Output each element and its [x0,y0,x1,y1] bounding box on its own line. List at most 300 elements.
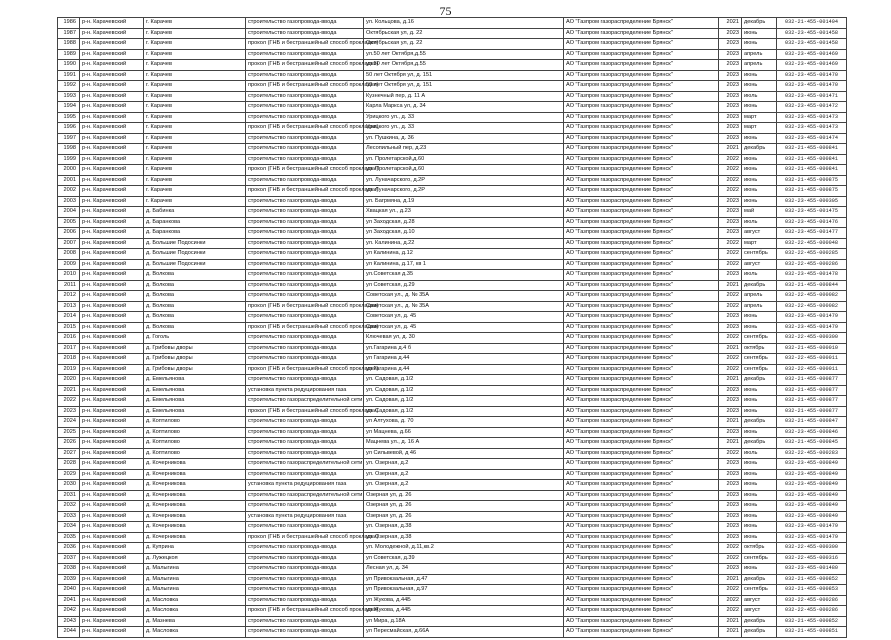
table-row [58,186,847,197]
organization-cell: АО "Газпром газораспределение Брянск" [564,186,719,197]
row-number: 1987 [58,28,80,39]
organization-cell: АО "Газпром газораспределение Брянск" [564,322,719,333]
organization-cell: АО "Газпром газораспределение Брянск" [564,364,719,375]
month-cell: июль [742,217,777,228]
settlement-cell: д. Большие Подосинки [144,259,246,270]
work-type-cell: строительство газопровода-ввода [246,427,364,438]
row-number: 2041 [58,595,80,606]
work-type-cell: строительство газопровода-ввода [246,270,364,281]
code-cell: 032-22-455-000286 [777,595,847,606]
year-cell: 2023 [719,385,742,396]
settlement-cell: д. Волкова [144,291,246,302]
year-cell: 2023 [719,459,742,470]
row-number: 2028 [58,459,80,470]
district-cell: р-н. Карачевский [80,438,144,449]
month-cell: июнь [742,490,777,501]
organization-cell: АО "Газпром газораспределение Брянск" [564,343,719,354]
address-cell: Октябрьская ул, д. 22 [364,28,564,39]
work-type-cell: строительство газопровода-ввода [246,469,364,480]
code-cell: 032-23-455-001479 [777,532,847,543]
row-number: 2013 [58,301,80,312]
address-cell: ул Советская, д.39 [364,553,564,564]
address-cell: ул Мацнева, д.66 [364,427,564,438]
district-cell: р-н. Карачевский [80,49,144,60]
organization-cell: АО "Газпром газораспределение Брянск" [564,312,719,323]
organization-cell: АО "Газпром газораспределение Брянск" [564,448,719,459]
settlement-cell: д. Кочерникова [144,459,246,470]
district-cell: р-н. Карачевский [80,553,144,564]
district-cell: р-н. Карачевский [80,18,144,29]
settlement-cell: д. Мазнева [144,616,246,627]
district-cell: р-н. Карачевский [80,469,144,480]
row-number: 2032 [58,501,80,512]
organization-cell: АО "Газпром газораспределение Брянск" [564,438,719,449]
row-number: 2031 [58,490,80,501]
address-cell: ул. Пушкина, д. 36 [364,133,564,144]
work-type-cell: строительство газопровода-ввода [246,291,364,302]
row-number: 1989 [58,49,80,60]
month-cell: август [742,259,777,270]
table-row [58,144,847,155]
code-cell: 032-23-455-001471 [777,91,847,102]
organization-cell: АО "Газпром газораспределение Брянск" [564,469,719,480]
row-number: 2043 [58,616,80,627]
district-cell: р-н. Карачевский [80,585,144,596]
month-cell: декабрь [742,18,777,29]
table-row [58,511,847,522]
table-row [58,480,847,491]
address-cell: ул. Багрмяна, д.19 [364,196,564,207]
year-cell: 2021 [719,574,742,585]
address-cell: Советская ул., д. № 35А [364,291,564,302]
settlement-cell: г. Карачев [144,123,246,134]
organization-cell: АО "Газпром газораспределение Брянск" [564,49,719,60]
row-number: 2014 [58,312,80,323]
table-row [58,343,847,354]
work-type-cell: строительство газопровода-ввода [246,585,364,596]
settlement-cell: д. Грибовы дворы [144,364,246,375]
row-number: 1988 [58,39,80,50]
year-cell: 2023 [719,70,742,81]
code-cell: 032-23-455-000849 [777,490,847,501]
address-cell: ул Жукова, д.44Б [364,606,564,617]
table-row [58,217,847,228]
address-cell: ул Калинина, д.17, кв 1 [364,259,564,270]
settlement-cell: д. Емельянова [144,385,246,396]
work-type-cell: строительство газопровода-ввода [246,343,364,354]
organization-cell: АО "Газпром газораспределение Брянск" [564,511,719,522]
organization-cell: АО "Газпром газораспределение Брянск" [564,606,719,617]
year-cell: 2021 [719,627,742,638]
settlement-cell: г. Карачев [144,70,246,81]
row-number: 1992 [58,81,80,92]
code-cell: 032-23-455-001469 [777,60,847,71]
year-cell: 2023 [719,133,742,144]
year-cell: 2023 [719,81,742,92]
table-row [58,606,847,617]
month-cell: июнь [742,406,777,417]
code-cell: 032-23-455-001479 [777,322,847,333]
table-row [58,175,847,186]
work-type-cell: строительство газопровода-ввода [246,522,364,533]
month-cell: декабрь [742,574,777,585]
row-number: 2042 [58,606,80,617]
year-cell: 2023 [719,207,742,218]
address-cell: Хвацкая ул., д.23 [364,207,564,218]
work-type-cell: строительство газопровода-ввода [246,417,364,428]
code-cell: 032-23-455-000849 [777,469,847,480]
district-cell: р-н. Карачевский [80,175,144,186]
month-cell: апрель [742,291,777,302]
district-cell: р-н. Карачевский [80,39,144,50]
district-cell: р-н. Карачевский [80,480,144,491]
work-type-cell: строительство газопровода-ввода [246,553,364,564]
code-cell: 032-23-455-000849 [777,511,847,522]
row-number: 2024 [58,417,80,428]
work-type-cell: строительство газопровода-ввода [246,616,364,627]
year-cell: 2023 [719,532,742,543]
year-cell: 2021 [719,280,742,291]
month-cell: май [742,207,777,218]
address-cell: ул. Калинина, д.22 [364,238,564,249]
month-cell: декабрь [742,417,777,428]
district-cell: р-н. Карачевский [80,543,144,554]
table-row [58,196,847,207]
year-cell: 2021 [719,144,742,155]
row-number: 2029 [58,469,80,480]
table-row [58,165,847,176]
year-cell: 2022 [719,364,742,375]
month-cell: апрель [742,49,777,60]
code-cell: 032-23-455-000849 [777,459,847,470]
month-cell: июнь [742,511,777,522]
organization-cell: АО "Газпром газораспределение Брянск" [564,60,719,71]
district-cell: р-н. Карачевский [80,427,144,438]
address-cell: ул.Советская д.35 [364,270,564,281]
address-cell: ул Пересмайская, д.66А [364,627,564,638]
year-cell: 2023 [719,312,742,323]
code-cell: 032-22-455-000011 [777,354,847,365]
code-cell: 032-21-455-000847 [777,417,847,428]
address-cell: ул.Гагарина д.4 б [364,343,564,354]
year-cell: 2023 [719,490,742,501]
district-cell: р-н. Карачевский [80,501,144,512]
district-cell: р-н. Карачевский [80,343,144,354]
code-cell: 032-22-455-000082 [777,291,847,302]
address-cell: Кузнечный пер, д. 11 А [364,91,564,102]
year-cell: 2021 [719,375,742,386]
work-type-cell: строительство газопровода-ввода [246,333,364,344]
row-number: 2025 [58,427,80,438]
row-number: 2018 [58,354,80,365]
organization-cell: АО "Газпром газораспределение Брянск" [564,501,719,512]
district-cell: р-н. Карачевский [80,217,144,228]
month-cell: декабрь [742,375,777,386]
year-cell: 2022 [719,354,742,365]
work-type-cell: прокол (ГНБ и бестраншейный способ прокладки) [246,165,364,176]
settlement-cell: д. Кочерникова [144,501,246,512]
organization-cell: АО "Газпром газораспределение Брянск" [564,417,719,428]
work-type-cell: прокол (ГНБ и бестраншейный способ прокладки) [246,301,364,312]
table-row [58,259,847,270]
organization-cell: АО "Газпром газораспределение Брянск" [564,375,719,386]
district-cell: р-н. Карачевский [80,60,144,71]
work-type-cell: прокол (ГНБ и бестраншейный способ прокладки) [246,39,364,50]
district-cell: р-н. Карачевский [80,448,144,459]
row-number: 2037 [58,553,80,564]
row-number: 2016 [58,333,80,344]
organization-cell: АО "Газпром газораспределение Брянск" [564,490,719,501]
year-cell: 2023 [719,501,742,512]
settlement-cell: д. Коптилово [144,427,246,438]
settlement-cell: д. Кочерникова [144,522,246,533]
code-cell: 032-22-455-000316 [777,553,847,564]
organization-cell: АО "Газпром газораспределение Брянск" [564,385,719,396]
district-cell: р-н. Карачевский [80,459,144,470]
code-cell: 032-22-455-000300 [777,543,847,554]
year-cell: 2022 [719,165,742,176]
code-cell: 032-21-455-000875 [777,175,847,186]
code-cell: 032-21-455-000841 [777,154,847,165]
district-cell: р-н. Карачевский [80,522,144,533]
settlement-cell: д. Коптилово [144,438,246,449]
code-cell: 032-21-455-000845 [777,438,847,449]
table-row [58,448,847,459]
organization-cell: АО "Газпром газораспределение Брянск" [564,123,719,134]
code-cell: 032-23-455-000846 [777,427,847,438]
organization-cell: АО "Газпром газораспределение Брянск" [564,18,719,29]
district-cell: р-н. Карачевский [80,249,144,260]
address-cell: ул Гагарина д.44 [364,354,564,365]
row-number: 2000 [58,165,80,176]
month-cell: июнь [742,196,777,207]
table-row [58,438,847,449]
address-cell: Урицкого ул., д. 33 [364,123,564,134]
settlement-cell: г. Карачев [144,18,246,29]
month-cell: июнь [742,396,777,407]
code-cell: 032-21-455-000877 [777,385,847,396]
work-type-cell: строительство газопровода-ввода [246,595,364,606]
row-number: 1997 [58,133,80,144]
code-cell: 032-23-455-001470 [777,70,847,81]
code-cell: 032-23-455-001472 [777,102,847,113]
table-row [58,301,847,312]
month-cell: апрель [742,60,777,71]
month-cell: сентябрь [742,585,777,596]
work-type-cell: строительство газопровода-ввода [246,501,364,512]
work-type-cell: строительство газопровода-ввода [246,102,364,113]
organization-cell: АО "Газпром газораспределение Брянск" [564,480,719,491]
organization-cell: АО "Газпром газораспределение Брянск" [564,249,719,260]
year-cell: 2022 [719,606,742,617]
organization-cell: АО "Газпром газораспределение Брянск" [564,564,719,575]
row-number: 2020 [58,375,80,386]
code-cell: 032-23-455-001473 [777,112,847,123]
organization-cell: АО "Газпром газораспределение Брянск" [564,459,719,470]
code-cell: 032-23-455-001477 [777,228,847,239]
settlement-cell: г. Карачев [144,144,246,155]
month-cell: сентябрь [742,249,777,260]
row-number: 2006 [58,228,80,239]
code-cell: 032-21-455-001404 [777,18,847,29]
table-row [58,228,847,239]
organization-cell: АО "Газпром газораспределение Брянск" [564,627,719,638]
address-cell: ул. Луначарского, д.2Р [364,175,564,186]
row-number: 1994 [58,102,80,113]
code-cell: 032-23-455-001473 [777,123,847,134]
address-cell: 50 лет Октября ул, д. 151 [364,81,564,92]
month-cell: июнь [742,102,777,113]
code-cell: 032-21-455-000853 [777,585,847,596]
page-number: 75 [439,4,452,18]
year-cell: 2023 [719,123,742,134]
address-cell: Ключевая ул, д. 30 [364,333,564,344]
row-number: 1986 [58,18,80,29]
work-type-cell: строительство газопровода-ввода [246,175,364,186]
address-cell: ул. Озерная, д.2 [364,480,564,491]
work-type-cell: прокол (ГНБ и бестраншейный способ прокладки) [246,532,364,543]
row-number: 2010 [58,270,80,281]
year-cell: 2023 [719,196,742,207]
row-number: 2002 [58,186,80,197]
month-cell: октябрь [742,543,777,554]
table-row [58,280,847,291]
table-row [58,532,847,543]
settlement-cell: г. Карачев [144,154,246,165]
table-row [58,522,847,533]
table-row [58,501,847,512]
year-cell: 2022 [719,186,742,197]
organization-cell: АО "Газпром газораспределение Брянск" [564,532,719,543]
settlement-cell: д. Емельянова [144,375,246,386]
settlement-cell: г. Карачев [144,165,246,176]
district-cell: р-н. Карачевский [80,165,144,176]
code-cell: 032-23-455-001475 [777,207,847,218]
row-number: 2033 [58,511,80,522]
address-cell: ул. Садовая, д.1/2 [364,406,564,417]
table-row [58,49,847,60]
row-number: 1998 [58,144,80,155]
work-type-cell: строительство газопровода-ввода [246,18,364,29]
settlement-cell: г. Карачев [144,102,246,113]
row-number: 2027 [58,448,80,459]
organization-cell: АО "Газпром газораспределение Брянск" [564,175,719,186]
district-cell: р-н. Карачевский [80,595,144,606]
district-cell: р-н. Карачевский [80,375,144,386]
code-cell: 032-23-455-001469 [777,49,847,60]
address-cell: ул Советская, д.29 [364,280,564,291]
year-cell: 2023 [719,228,742,239]
code-cell: 032-23-455-001474 [777,133,847,144]
code-cell: 032-22-455-000011 [777,364,847,375]
month-cell: июнь [742,427,777,438]
district-cell: р-н. Карачевский [80,81,144,92]
work-type-cell: строительство газопровода-ввода [246,448,364,459]
address-cell: ул.50 лет Октября,д.55 [364,49,564,60]
work-type-cell: установка пункта редуцирования газа [246,480,364,491]
district-cell: р-н. Карачевский [80,354,144,365]
district-cell: р-н. Карачевский [80,280,144,291]
month-cell: июнь [742,459,777,470]
year-cell: 2021 [719,18,742,29]
code-cell: 032-23-455-001458 [777,28,847,39]
month-cell: июль [742,270,777,281]
row-number: 2003 [58,196,80,207]
year-cell: 2021 [719,343,742,354]
settlement-cell: г. Карачев [144,112,246,123]
address-cell: ул. Озерная, д.38 [364,532,564,543]
work-type-cell: строительство газораспределительной сети [246,490,364,501]
month-cell: сентябрь [742,354,777,365]
row-number: 2007 [58,238,80,249]
year-cell: 2021 [719,417,742,428]
work-type-cell: строительство газопровода-ввода [246,564,364,575]
code-cell: 032-23-455-000849 [777,480,847,491]
table-row [58,553,847,564]
work-type-cell: строительство газопровода-ввода [246,280,364,291]
work-type-cell: строительство газопровода-ввода [246,154,364,165]
month-cell: март [742,112,777,123]
address-cell: Советская ул., д. № 35А [364,301,564,312]
month-cell: июнь [742,81,777,92]
work-type-cell: прокол (ГНБ и бестраншейный способ прокладки) [246,81,364,92]
year-cell: 2023 [719,270,742,281]
address-cell: ул Привокзальная, д.47 [364,574,564,585]
table-row [58,312,847,323]
row-number: 2022 [58,396,80,407]
work-type-cell: установка пункта редуцирования газа [246,385,364,396]
code-cell: 032-23-455-001479 [777,312,847,323]
year-cell: 2021 [719,616,742,627]
organization-cell: АО "Газпром газораспределение Брянск" [564,133,719,144]
month-cell: июль [742,91,777,102]
work-type-cell: строительство газопровода-ввода [246,312,364,323]
work-type-cell: строительство газораспределительной сети [246,396,364,407]
organization-cell: АО "Газпром газораспределение Брянск" [564,427,719,438]
month-cell: июнь [742,385,777,396]
settlement-cell: д. Баранкова [144,217,246,228]
address-cell: Карла Маркса ул, д. 34 [364,102,564,113]
month-cell: сентябрь [742,553,777,564]
address-cell: ул Сильвевой, д 46 [364,448,564,459]
organization-cell: АО "Газпром газораспределение Брянск" [564,228,719,239]
year-cell: 2021 [719,438,742,449]
settlement-cell: д. Бабинка [144,207,246,218]
organization-cell: АО "Газпром газораспределение Брянск" [564,259,719,270]
work-type-cell: строительство газопровода-ввода [246,354,364,365]
settlement-cell: г. Карачев [144,196,246,207]
table-row [58,490,847,501]
year-cell: 2022 [719,238,742,249]
organization-cell: АО "Газпром газораспределение Брянск" [564,91,719,102]
code-cell: 032-22-455-000286 [777,259,847,270]
month-cell: июнь [742,322,777,333]
address-cell: ул Жукова, д.44Б [364,595,564,606]
settlement-cell: д. Масловка [144,606,246,617]
settlement-cell: г. Карачев [144,49,246,60]
table-row [58,238,847,249]
table-row [58,18,847,29]
organization-cell: АО "Газпром газораспределение Брянск" [564,543,719,554]
settlement-cell: д. Волкова [144,312,246,323]
code-cell: 032-23-455-001480 [777,564,847,575]
district-cell: р-н. Карачевский [80,364,144,375]
row-number: 2021 [58,385,80,396]
table-row [58,291,847,302]
year-cell: 2023 [719,112,742,123]
month-cell: июнь [742,70,777,81]
month-cell: июнь [742,522,777,533]
